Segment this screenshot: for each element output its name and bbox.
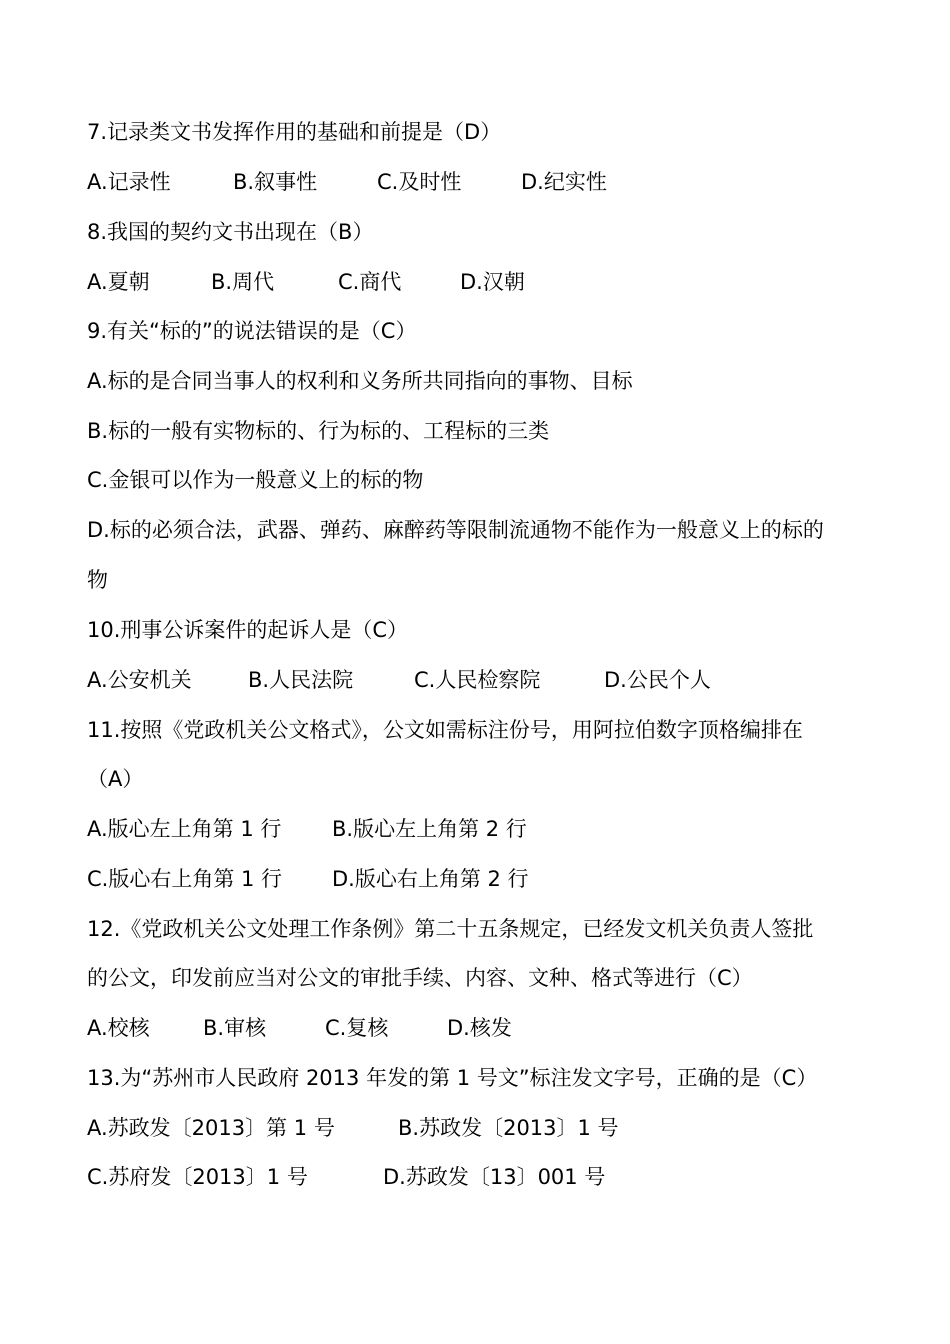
- question-9-option-d-line1: D.标的必须合法，武器、弹药、麻醉药等限制流通物不能作为一般意义上的标的: [87, 518, 824, 542]
- question-8-option-c: C.商代: [338, 270, 402, 294]
- question-11-option-a: A.版心左上角第 1 行: [87, 817, 282, 841]
- question-9-option-d-line2: 物: [87, 568, 108, 592]
- question-10-option-d: D.公民个人: [604, 668, 711, 692]
- question-7-option-c: C.及时性: [377, 170, 462, 194]
- question-13-stem: 13.为“苏州市人民政府 2013 年发的第 1 号文”标注发文字号，正确的是（C）: [87, 1066, 818, 1090]
- question-11-option-d: D.版心右上角第 2 行: [332, 867, 529, 891]
- question-11-stem-line2: （A）: [87, 767, 144, 791]
- question-12-option-c: C.复核: [325, 1016, 389, 1040]
- question-8-option-d: D.汉朝: [460, 270, 525, 294]
- question-8-option-b: B.周代: [211, 270, 275, 294]
- question-10-option-a: A.公安机关: [87, 668, 192, 692]
- question-13-option-a: A.苏政发〔2013〕第 1 号: [87, 1116, 335, 1140]
- question-12-stem-line2: 的公文，印发前应当对公文的审批手续、内容、文种、格式等进行（C）: [87, 966, 753, 990]
- question-7-option-a: A.记录性: [87, 170, 171, 194]
- question-11-option-c: C.版心右上角第 1 行: [87, 867, 283, 891]
- question-10-option-c: C.人民检察院: [414, 668, 541, 692]
- question-8-option-a: A.夏朝: [87, 270, 150, 294]
- question-7-option-d: D.纪实性: [521, 170, 607, 194]
- question-11-stem-line1: 11.按照《党政机关公文格式》，公文如需标注份号，用阿拉伯数字顶格编排在: [87, 718, 803, 742]
- question-7-stem: 7.记录类文书发挥作用的基础和前提是（D）: [87, 120, 502, 144]
- question-10-stem: 10.刑事公诉案件的起诉人是（C）: [87, 618, 409, 642]
- question-13-option-d: D.苏政发〔13〕001 号: [383, 1165, 606, 1189]
- question-12-stem-line1: 12.《党政机关公文处理工作条例》第二十五条规定，已经发文机关负责人签批: [87, 917, 814, 941]
- question-8-stem: 8.我国的契约文书出现在（B）: [87, 220, 374, 244]
- question-11-option-b: B.版心左上角第 2 行: [332, 817, 527, 841]
- question-12-option-b: B.审核: [203, 1016, 267, 1040]
- question-9-option-c: C.金银可以作为一般意义上的标的物: [87, 468, 424, 492]
- question-9-option-a: A.标的是合同当事人的权利和义务所共同指向的事物、目标: [87, 369, 633, 393]
- question-13-option-c: C.苏府发〔2013〕1 号: [87, 1165, 308, 1189]
- question-12-option-a: A.校核: [87, 1016, 150, 1040]
- question-13-option-b: B.苏政发〔2013〕1 号: [398, 1116, 619, 1140]
- question-9-stem: 9.有关“标的”的说法错误的是（C）: [87, 319, 417, 343]
- question-7-option-b: B.叙事性: [233, 170, 318, 194]
- question-10-option-b: B.人民法院: [248, 668, 354, 692]
- question-9-option-b: B.标的一般有实物标的、行为标的、工程标的三类: [87, 419, 550, 443]
- question-12-option-d: D.核发: [447, 1016, 512, 1040]
